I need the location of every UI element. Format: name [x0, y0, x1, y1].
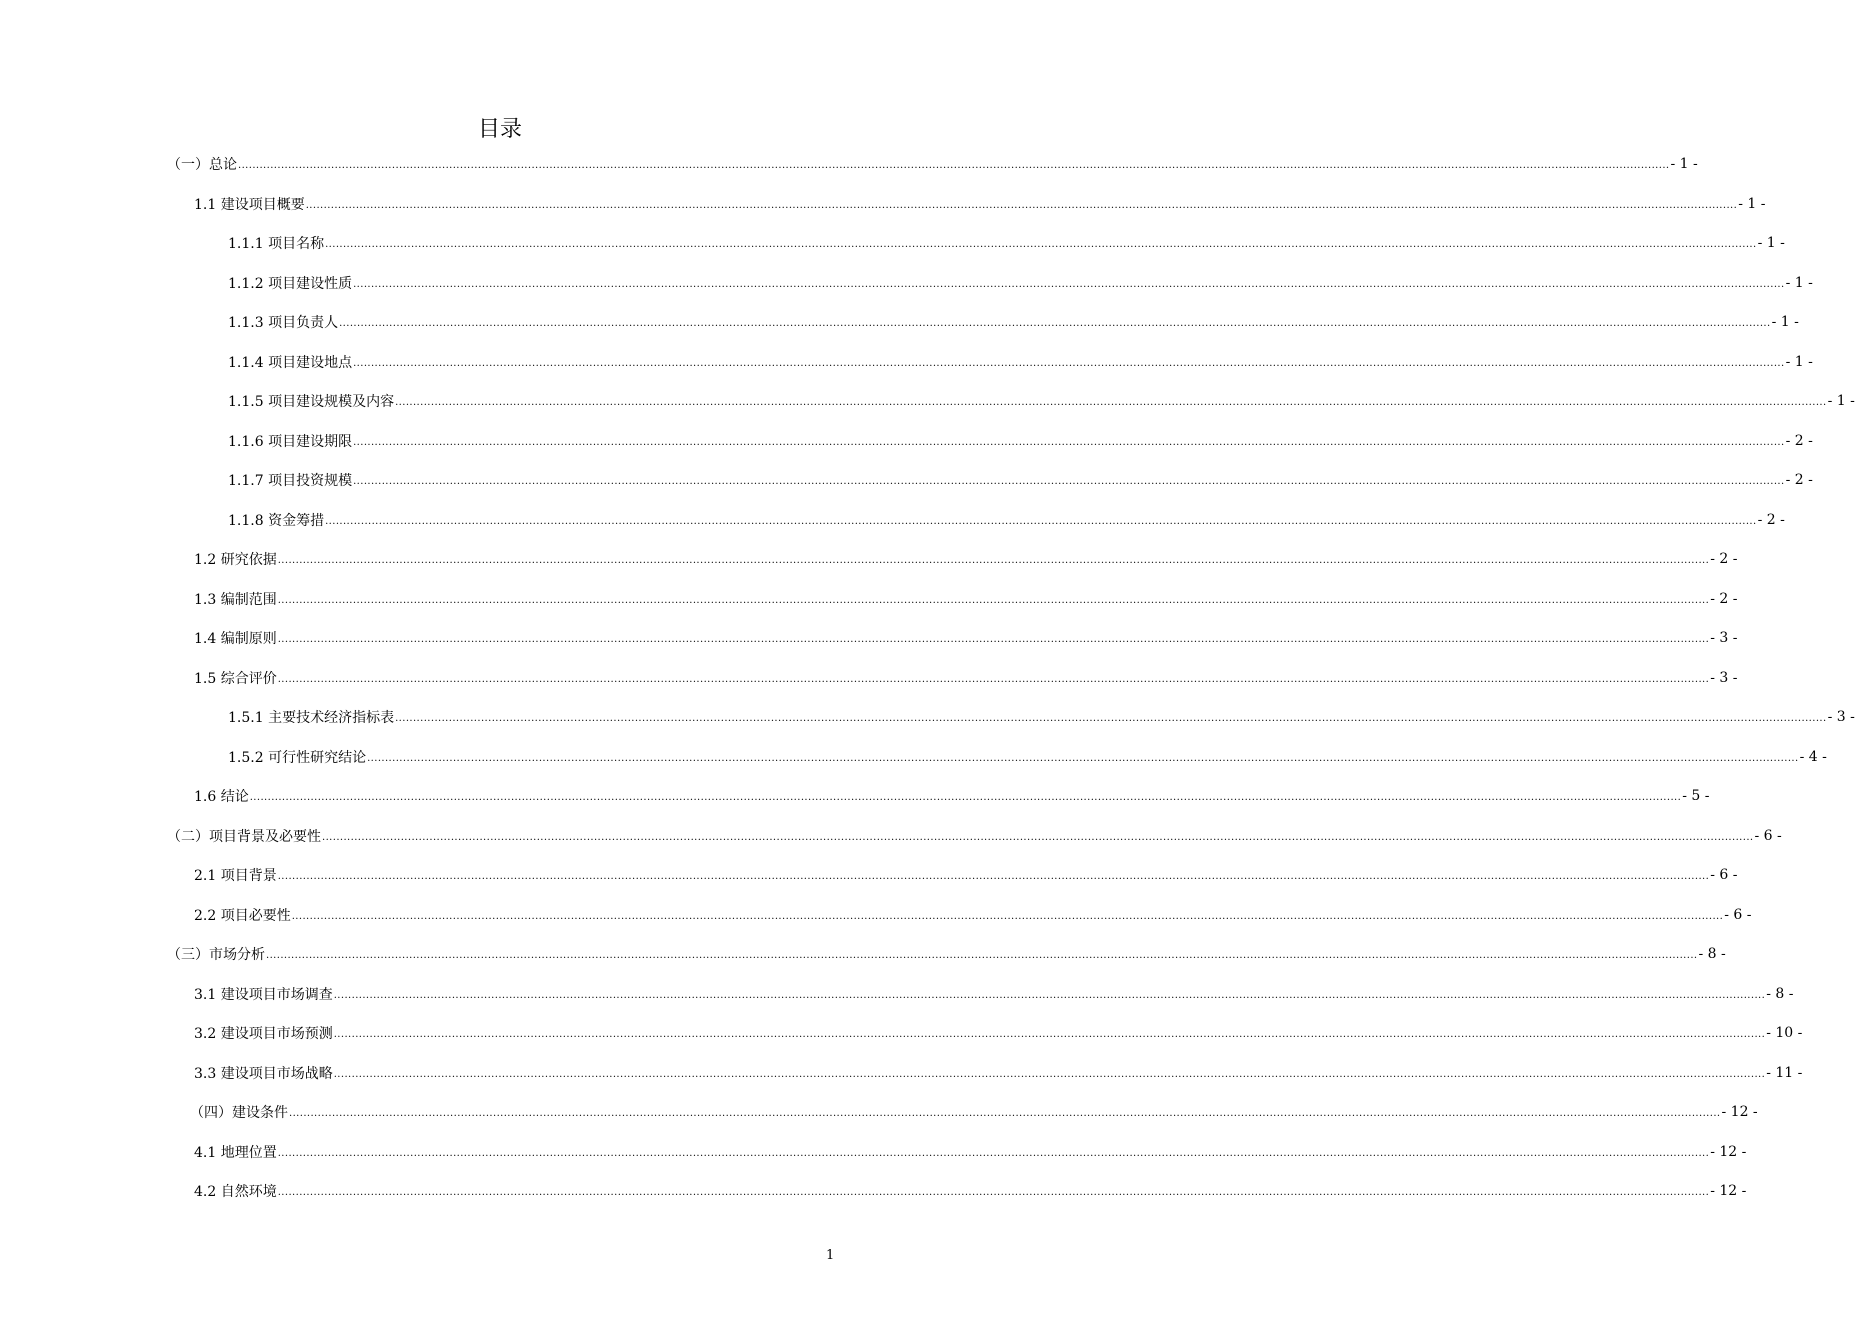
- toc-entry-page: - 6 -: [1710, 867, 1738, 883]
- toc-entry-label: 1.4 编制原则: [194, 631, 277, 647]
- toc-leader-dots: ................................................................................................................................................................................................................................................................................................................................................................................................................: [333, 1029, 1766, 1040]
- toc-leader-dots: ................................................................................................................................................................................................................................................................................................................................................................................................................: [277, 634, 1710, 645]
- toc-entry-page: - 10 -: [1766, 1025, 1803, 1041]
- toc-entry-label: 1.1.2 项目建设性质: [228, 275, 353, 292]
- toc-entry[interactable]: [228, 421, 1813, 461]
- toc-entry[interactable]: [167, 144, 1698, 184]
- toc-entry-label: 1.1.8 资金筹措: [228, 512, 325, 529]
- toc-entry-page: - 1 -: [1785, 274, 1813, 291]
- toc-entry[interactable]: [228, 223, 1785, 263]
- toc-entry-label: （四）建设条件: [190, 1105, 288, 1121]
- toc-entry[interactable]: [194, 184, 1766, 224]
- toc-entry-page: - 12 -: [1710, 1183, 1747, 1199]
- toc-leader-dots: ................................................................................................................................................................................................................................................................................................................................................................................................................: [277, 555, 1710, 566]
- toc-entry[interactable]: [228, 302, 1799, 342]
- toc-entry-page: - 12 -: [1721, 1104, 1758, 1120]
- toc-entry[interactable]: [194, 539, 1738, 579]
- toc-entry[interactable]: [167, 934, 1726, 974]
- toc-entry-label: 1.3 编制范围: [194, 591, 277, 608]
- toc-leader-dots: ................................................................................................................................................................................................................................................................................................................................................................................................................: [249, 792, 1682, 803]
- toc-entry-label: 1.5.1 主要技术经济指标表: [228, 710, 395, 726]
- toc-leader-dots: ................................................................................................................................................................................................................................................................................................................................................................................................................: [395, 713, 1827, 724]
- toc-entry-label: 1.1 建设项目概要: [194, 196, 305, 213]
- toc-entry-label: 2.2 项目必要性: [194, 907, 291, 924]
- toc-entry-label: 1.5.2 可行性研究结论: [228, 749, 367, 766]
- toc-entry-label: 1.1.3 项目负责人: [228, 315, 339, 331]
- toc-leader-dots: ................................................................................................................................................................................................................................................................................................................................................................................................................: [325, 515, 1757, 527]
- toc-entry[interactable]: [194, 1171, 1747, 1211]
- toc-leader-dots: ................................................................................................................................................................................................................................................................................................................................................................................................................: [367, 752, 1799, 764]
- toc-entry[interactable]: [194, 618, 1738, 658]
- toc-entry-label: 1.1.5 项目建设规模及内容: [228, 394, 395, 410]
- toc-entry-page: - 2 -: [1785, 472, 1813, 488]
- toc-entry[interactable]: [228, 460, 1813, 500]
- toc-entry-page: - 2 -: [1710, 590, 1738, 607]
- toc-entry[interactable]: [194, 895, 1752, 935]
- toc-entry-page: - 1 -: [1827, 393, 1855, 409]
- toc-entry-page: - 3 -: [1827, 709, 1855, 725]
- toc-entry[interactable]: [190, 1092, 1758, 1132]
- toc-leader-dots: ................................................................................................................................................................................................................................................................................................................................................................................................................: [277, 1187, 1710, 1198]
- toc-leader-dots: ................................................................................................................................................................................................................................................................................................................................................................................................................: [322, 831, 1754, 843]
- toc-entry[interactable]: [228, 737, 1827, 777]
- toc-entry-page: - 12 -: [1710, 1143, 1747, 1160]
- toc-leader-dots: ................................................................................................................................................................................................................................................................................................................................................................................................................: [277, 1147, 1710, 1159]
- toc-entry-label: （三）市场分析: [167, 947, 265, 963]
- toc-leader-dots: ................................................................................................................................................................................................................................................................................................................................................................................................................: [238, 160, 1670, 171]
- toc-entry-page: - 8 -: [1698, 946, 1726, 962]
- toc-entry[interactable]: [194, 1132, 1747, 1172]
- toc-entry-label: （二）项目背景及必要性: [167, 828, 321, 845]
- toc-leader-dots: ................................................................................................................................................................................................................................................................................................................................................................................................................: [395, 397, 1827, 408]
- toc-entry-label: 4.1 地理位置: [194, 1144, 277, 1161]
- toc-entry-page: - 3 -: [1710, 630, 1738, 646]
- toc-entry[interactable]: [167, 816, 1782, 856]
- toc-entry-label: 1.1.4 项目建设地点: [228, 354, 353, 371]
- toc-entry-label: 1.2 研究依据: [194, 552, 277, 568]
- toc-leader-dots: ................................................................................................................................................................................................................................................................................................................................................................................................................: [353, 476, 1785, 487]
- toc-entry-page: - 1 -: [1785, 353, 1813, 370]
- toc-entry-page: - 6 -: [1724, 906, 1752, 923]
- toc-entry[interactable]: [194, 1053, 1803, 1093]
- toc-entry-page: - 4 -: [1799, 748, 1827, 765]
- toc-entry-page: - 1 -: [1738, 195, 1766, 212]
- toc-title: 目录: [477, 117, 522, 142]
- toc-leader-dots: ................................................................................................................................................................................................................................................................................................................................................................................................................: [333, 1068, 1766, 1080]
- toc-entry-label: （一）总论: [167, 157, 237, 173]
- toc-leader-dots: ................................................................................................................................................................................................................................................................................................................................................................................................................: [291, 910, 1724, 922]
- toc-leader-dots: ................................................................................................................................................................................................................................................................................................................................................................................................................: [339, 318, 1771, 329]
- toc-entry-page: - 1 -: [1771, 314, 1799, 330]
- toc-entry[interactable]: [194, 974, 1794, 1014]
- toc-entry-label: 2.1 项目背景: [194, 868, 277, 884]
- toc-entry[interactable]: [228, 697, 1855, 737]
- toc-entry[interactable]: [228, 342, 1813, 382]
- toc-entry-page: - 2 -: [1785, 432, 1813, 449]
- toc-entry-page: - 11 -: [1766, 1064, 1803, 1081]
- toc-entry-page: - 6 -: [1754, 827, 1782, 844]
- toc-entry-page: - 5 -: [1682, 788, 1710, 804]
- toc-entry-label: 1.6 结论: [194, 789, 249, 805]
- toc-leader-dots: ................................................................................................................................................................................................................................................................................................................................................................................................................: [277, 594, 1710, 606]
- toc-entry[interactable]: [194, 579, 1738, 619]
- toc-entry-page: - 2 -: [1757, 511, 1785, 528]
- toc-entry-page: - 3 -: [1710, 669, 1738, 686]
- toc-entry-label: 3.3 建设项目市场战略: [194, 1065, 333, 1082]
- toc-entry-page: - 2 -: [1710, 551, 1738, 567]
- toc-entry[interactable]: [228, 381, 1855, 421]
- toc-entry-label: 1.1.6 项目建设期限: [228, 433, 353, 450]
- toc-leader-dots: ................................................................................................................................................................................................................................................................................................................................................................................................................: [353, 436, 1785, 448]
- page-number: 1: [826, 1248, 835, 1263]
- toc-entry[interactable]: [194, 855, 1738, 895]
- toc-entry-label: 3.1 建设项目市场调查: [194, 986, 333, 1003]
- toc-entry[interactable]: [194, 1013, 1803, 1053]
- toc-leader-dots: ................................................................................................................................................................................................................................................................................................................................................................................................................: [305, 199, 1738, 211]
- toc-entry[interactable]: [194, 776, 1710, 816]
- toc-leader-dots: ................................................................................................................................................................................................................................................................................................................................................................................................................: [277, 673, 1710, 685]
- toc-entry-label: 1.1.7 项目投资规模: [228, 473, 353, 489]
- toc-entry-page: - 1 -: [1670, 156, 1698, 172]
- toc-entry-label: 4.2 自然环境: [194, 1184, 277, 1200]
- toc-entry[interactable]: [228, 263, 1813, 303]
- toc-leader-dots: ................................................................................................................................................................................................................................................................................................................................................................................................................: [277, 871, 1710, 882]
- toc-leader-dots: ................................................................................................................................................................................................................................................................................................................................................................................................................: [266, 950, 1698, 961]
- toc-entry-label: 1.1.1 项目名称: [228, 236, 325, 252]
- toc-leader-dots: ................................................................................................................................................................................................................................................................................................................................................................................................................: [353, 357, 1785, 369]
- toc-entry-label: 1.5 综合评价: [194, 670, 277, 687]
- toc-entry-page: - 1 -: [1757, 235, 1785, 251]
- toc-entry-page: - 8 -: [1766, 985, 1794, 1002]
- toc-leader-dots: ................................................................................................................................................................................................................................................................................................................................................................................................................: [289, 1108, 1721, 1119]
- toc-leader-dots: ................................................................................................................................................................................................................................................................................................................................................................................................................: [353, 278, 1785, 290]
- toc-leader-dots: ................................................................................................................................................................................................................................................................................................................................................................................................................: [325, 239, 1757, 250]
- toc-entry-label: 3.2 建设项目市场预测: [194, 1026, 333, 1042]
- toc-entry[interactable]: [194, 658, 1738, 698]
- toc-entry[interactable]: [228, 500, 1785, 540]
- toc-leader-dots: ................................................................................................................................................................................................................................................................................................................................................................................................................: [333, 989, 1766, 1001]
